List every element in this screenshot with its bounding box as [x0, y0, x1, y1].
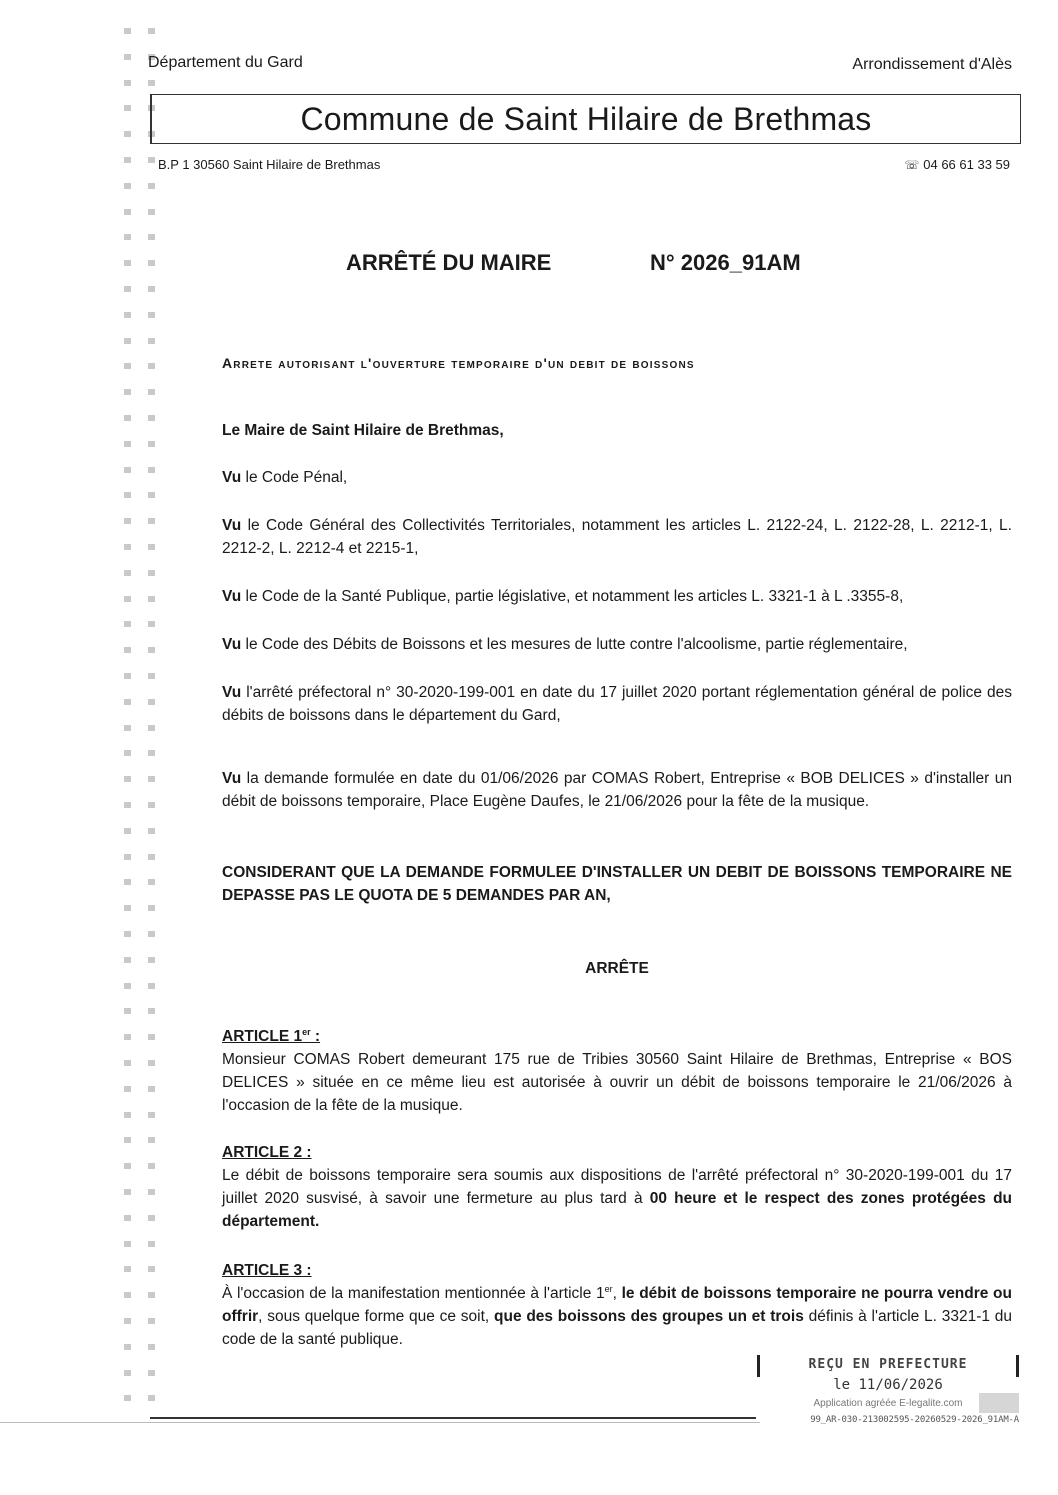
margin-dot	[148, 673, 155, 679]
margin-dot	[148, 596, 155, 602]
margin-dot	[148, 802, 155, 808]
article-3-text: À l'occasion de la manifestation mentionnée à l'article 1er, le débit de boissons temporaire ne pourra vendre ou offrir, sous quelque forme que ce soit, que des boissons des groupes un et trois définis à l'article L. 3321-1 du code de la santé publique.	[222, 1283, 1013, 1348]
margin-dot	[148, 570, 155, 576]
margin-dot	[148, 699, 155, 705]
article-2	[222, 1141, 1012, 1233]
margin-dot	[148, 1034, 155, 1040]
margin-dot	[124, 441, 131, 447]
margin-dot	[148, 1395, 155, 1401]
margin-dot	[124, 209, 131, 215]
postal-address: B.P 1 30560 Saint Hilaire de Brethmas	[158, 157, 381, 172]
margin-dot	[148, 363, 155, 369]
margin-dot	[148, 621, 155, 627]
vu-paragraph: Vu la demande formulée en date du 01/06/2026 par COMAS Robert, Entreprise « BOB DELICES » d'installer un débit de boissons temporaire, Place Eugène Daufes, le 21/06/2026 pour la fête de la musique.	[222, 770, 1012, 810]
phone-line	[904, 157, 1010, 172]
margin-dot	[148, 28, 155, 34]
margin-dot	[148, 183, 155, 189]
margin-dot	[124, 183, 131, 189]
vu-paragraph: Vu le Code de la Santé Publique, partie législative, et notamment les articles L. 3321-1 à L .3355-8,	[222, 588, 904, 605]
margin-dot	[124, 1292, 131, 1298]
vu-word: Vu	[222, 588, 242, 605]
phone-number: 04 66 61 33 59	[923, 157, 1010, 172]
margin-dot	[124, 750, 131, 756]
margin-dot	[148, 931, 155, 937]
article-3	[222, 1259, 1012, 1351]
commune-title: Commune de Saint Hilaire de Brethmas	[300, 101, 872, 137]
arrondissement-label: Arrondissement d'Alès	[852, 56, 1012, 73]
margin-dot	[124, 518, 131, 524]
margin-dot	[148, 957, 155, 963]
vu-word: Vu	[222, 469, 242, 486]
margin-dot	[148, 389, 155, 395]
phone-icon: ☏	[904, 158, 920, 172]
margin-dot	[124, 854, 131, 860]
commune-title-box	[150, 94, 1021, 144]
margin-dot	[124, 1086, 131, 1092]
article-1-title: ARTICLE 1er :	[222, 1026, 321, 1045]
margin-dot	[148, 467, 155, 473]
margin-dot	[124, 131, 131, 137]
vu-word: Vu	[222, 684, 242, 701]
margin-dot	[148, 209, 155, 215]
margin-dot	[148, 80, 155, 86]
margin-dot	[124, 1189, 131, 1195]
margin-dot	[124, 338, 131, 344]
margin-dot	[148, 725, 155, 731]
margin-dot	[124, 28, 131, 34]
margin-dot	[124, 1060, 131, 1066]
considerant-paragraph: CONSIDERANT QUE LA DEMANDE FORMULEE D'INSTALLER UN DEBIT DE BOISSONS TEMPORAIRE NE DEPASSE PAS LE QUOTA DE 5 DEMANDES PAR AN,	[222, 864, 1012, 904]
article-1	[222, 1025, 1012, 1117]
article-2-text: Le débit de boissons temporaire sera soumis aux dispositions de l'arrêté préfectoral n° 30-2020-199-001 du 17 juillet 2020 susvisé, à savoir une fermeture au plus tard à 00 heure et le respect des zones protégées du département.	[222, 1167, 1013, 1230]
margin-dot	[124, 1241, 131, 1247]
arrete-number: N° 2026_91AM	[650, 250, 801, 275]
margin-dot	[124, 1370, 131, 1376]
margin-dot	[148, 1318, 155, 1324]
vu-paragraph: Vu le Code des Débits de Boissons et les mesures de lutte contre l'alcoolisme, partie réglementaire,	[222, 636, 908, 653]
margin-dot	[148, 338, 155, 344]
margin-dot	[148, 157, 155, 163]
margin-dot	[124, 776, 131, 782]
margin-dot	[124, 286, 131, 292]
margin-dot	[148, 750, 155, 756]
margin-dot	[124, 570, 131, 576]
margin-dot	[148, 544, 155, 550]
margin-dot	[124, 1137, 131, 1143]
margin-dot	[124, 905, 131, 911]
margin-dot	[148, 983, 155, 989]
margin-dot	[124, 1112, 131, 1118]
margin-dot	[148, 1137, 155, 1143]
margin-scan-dots	[124, 28, 168, 1423]
prefecture-stamp	[757, 1355, 1019, 1441]
margin-dot	[124, 80, 131, 86]
vu-word: Vu	[222, 517, 242, 534]
margin-dot	[148, 1266, 155, 1272]
vu-paragraph: Vu le Code Général des Collectivités Territoriales, notamment les articles L. 2122-24, L. 2122-28, L. 2212-1, L. 2212-2, L. 2212-4 et 2215-1,	[222, 517, 1012, 557]
margin-dot	[148, 647, 155, 653]
margin-dot	[124, 1318, 131, 1324]
margin-dot	[124, 879, 131, 885]
margin-dot	[148, 1292, 155, 1298]
margin-dot	[124, 1266, 131, 1272]
margin-dot	[148, 776, 155, 782]
margin-dot	[124, 725, 131, 731]
margin-dot	[124, 1034, 131, 1040]
margin-dot	[148, 1189, 155, 1195]
vu-paragraph: Vu l'arrêté préfectoral n° 30-2020-199-001 en date du 17 juillet 2020 portant réglementation général de police des débits de boissons dans le département du Gard,	[222, 684, 1012, 724]
margin-dot	[148, 1344, 155, 1350]
margin-dot	[124, 983, 131, 989]
margin-dot	[124, 1215, 131, 1221]
article-2-title: ARTICLE 2 :	[222, 1144, 312, 1161]
margin-dot	[124, 931, 131, 937]
stamp-recu: REÇU EN PREFECTURE	[808, 1357, 968, 1372]
stamp-application: Application agréée E-legalite.com	[813, 1398, 963, 1409]
article-1-text: Monsieur COMAS Robert demeurant 175 rue de Tribies 30560 Saint Hilaire de Brethmas, Entreprise « BOS DELICES » située en ce même lieu est autorisée à ouvrir un débit de boissons temporaire le 21/06/2026 à l'occasion de la fête de la musique.	[222, 1051, 1012, 1114]
margin-dot	[124, 389, 131, 395]
margin-dot	[124, 647, 131, 653]
margin-dot	[124, 673, 131, 679]
margin-dot	[124, 596, 131, 602]
margin-dot	[124, 1008, 131, 1014]
margin-dot	[124, 54, 131, 60]
margin-dot	[124, 157, 131, 163]
margin-dot	[124, 1395, 131, 1401]
margin-dot	[148, 518, 155, 524]
margin-dot	[148, 286, 155, 292]
margin-dot	[148, 1008, 155, 1014]
margin-dot	[148, 260, 155, 266]
margin-dot	[124, 105, 131, 111]
margin-dot	[148, 1112, 155, 1118]
margin-dot	[124, 1344, 131, 1350]
vu-word: Vu	[222, 636, 242, 653]
stamp-date: le 11/06/2026	[833, 1377, 943, 1393]
margin-dot	[148, 879, 155, 885]
vu-word: Vu	[222, 770, 242, 787]
margin-dot	[148, 1163, 155, 1169]
margin-dot	[124, 802, 131, 808]
bottom-rule	[150, 1417, 756, 1419]
stamp-reference: 99_AR-030-213002595-20260529-2026_91AM-A	[810, 1415, 1019, 1425]
margin-dot	[124, 621, 131, 627]
margin-dot	[148, 441, 155, 447]
margin-dot	[148, 1086, 155, 1092]
margin-dot	[148, 1215, 155, 1221]
margin-dot	[124, 260, 131, 266]
margin-dot	[148, 1060, 155, 1066]
mayor-line: Le Maire de Saint Hilaire de Brethmas,	[222, 422, 504, 439]
margin-dot	[148, 1241, 155, 1247]
margin-dot	[148, 234, 155, 240]
margin-dot	[148, 492, 155, 498]
vu-paragraph: Vu le Code Pénal,	[222, 469, 348, 486]
margin-dot	[124, 415, 131, 421]
margin-dot	[148, 415, 155, 421]
margin-dot	[124, 363, 131, 369]
arrete-subject: Arrete autorisant l'ouverture temporaire d'un debit de boissons	[222, 355, 695, 371]
margin-dot	[148, 828, 155, 834]
article-3-title: ARTICLE 3 :	[222, 1262, 312, 1279]
margin-dot	[124, 828, 131, 834]
arrete-heading: ARRÊTÉ DU MAIRE	[346, 250, 552, 275]
departement-label: Département du Gard	[148, 54, 303, 71]
margin-dot	[124, 957, 131, 963]
margin-dot	[124, 699, 131, 705]
margin-dot	[124, 467, 131, 473]
margin-dot	[124, 492, 131, 498]
margin-dot	[124, 234, 131, 240]
margin-dot	[124, 312, 131, 318]
margin-dot	[124, 1163, 131, 1169]
margin-dot	[148, 905, 155, 911]
margin-dot	[148, 1370, 155, 1376]
scan-artifact-line	[0, 1422, 760, 1423]
margin-dot	[148, 312, 155, 318]
arrete-word: ARRÊTE	[585, 960, 649, 977]
margin-dot	[148, 854, 155, 860]
margin-dot	[124, 544, 131, 550]
